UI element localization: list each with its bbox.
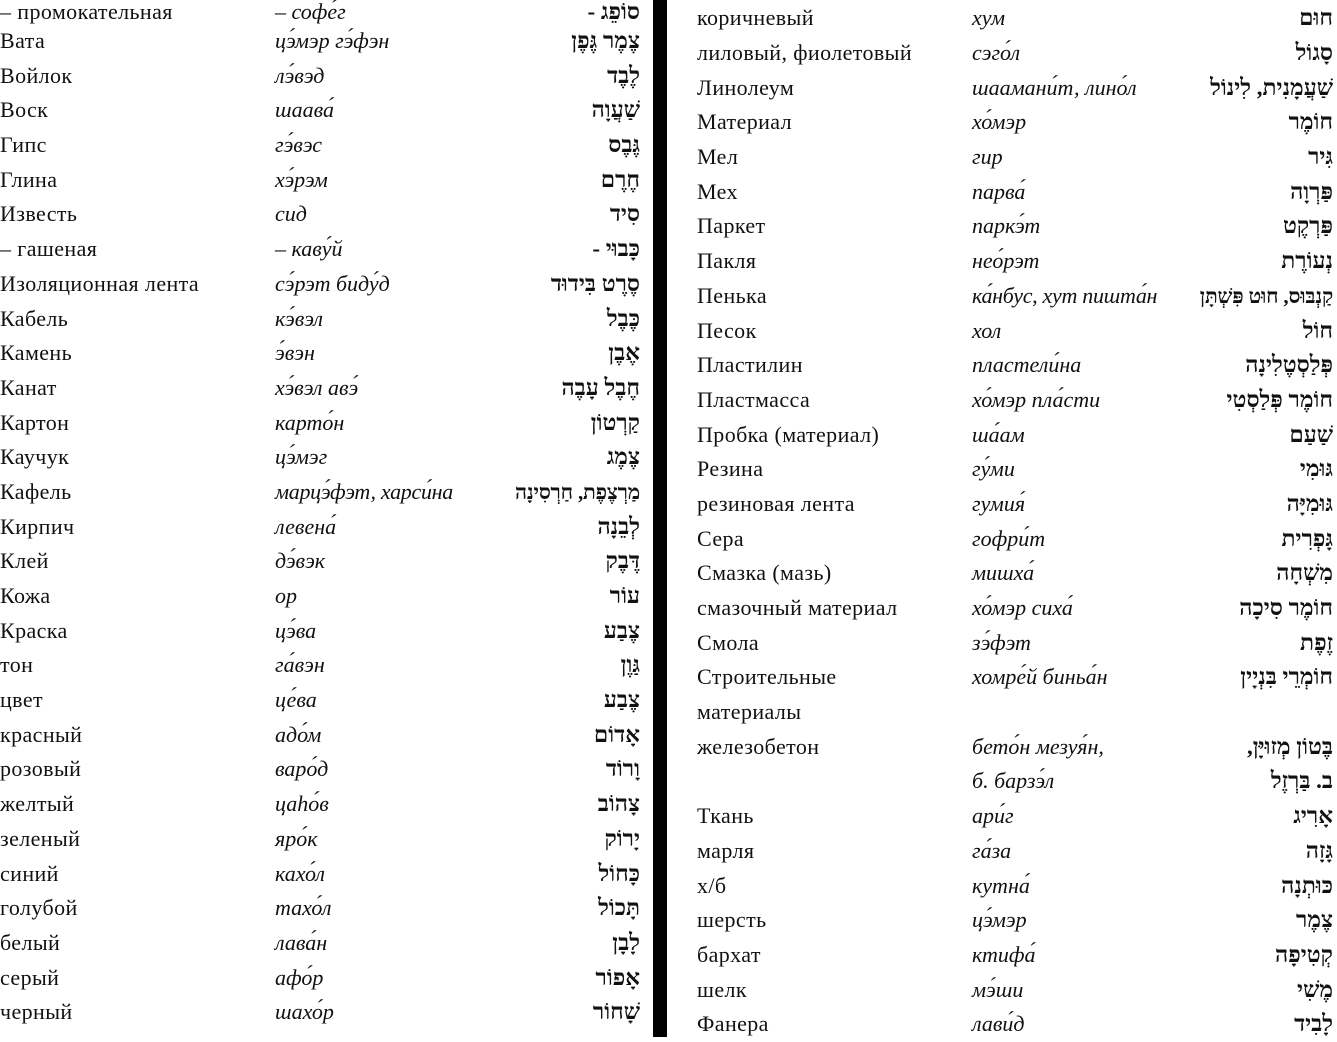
hebrew-term: צֶמֶג (606, 444, 640, 470)
hebrew-term: קַרְטוֹן (590, 409, 640, 435)
transliteration: сэ́рэт биду́д (275, 270, 390, 296)
russian-term: Камень (0, 340, 73, 366)
entry-row (0, 163, 640, 198)
transliteration: це́ва (275, 687, 317, 713)
entry-row (0, 579, 640, 614)
transliteration: хомре́й биньа́н (972, 664, 1108, 690)
hebrew-term: אָדוֹם (593, 721, 640, 747)
entry-row (0, 475, 640, 510)
russian-term: тон (0, 652, 34, 678)
hebrew-term: לְבֵנָה (597, 513, 640, 539)
entry-row (0, 440, 640, 475)
hebrew-term: עוֹר (609, 583, 640, 608)
hebrew-term: לָבִיד (1294, 1011, 1333, 1037)
transliteration: цэ́ва (275, 617, 317, 643)
column-divider (653, 0, 667, 1037)
transliteration: шахо́р (275, 999, 334, 1025)
right-column (697, 0, 1337, 1037)
entry-row (0, 683, 640, 718)
entry-row (697, 487, 1337, 522)
entry-row (697, 834, 1337, 869)
entry-row (0, 93, 640, 128)
russian-term: Гипс (0, 132, 47, 158)
transliteration: гир (972, 144, 1003, 170)
transliteration: цэ́мэг (275, 444, 328, 470)
transliteration: кэ́вэл (275, 305, 323, 331)
entry-row (0, 128, 640, 163)
hebrew-term: סֶרֶט בִּידוּד (550, 270, 640, 296)
transliteration: пластели́на (972, 352, 1082, 378)
transliteration: хол (972, 317, 1002, 343)
hebrew-term: יָרוֹק (604, 825, 640, 851)
entry-row (697, 938, 1337, 973)
hebrew-term: חוֹמֶר פְּלַסְטִי (1226, 386, 1333, 412)
hebrew-term: חֶבֶל עָבֶה (561, 374, 640, 400)
entry-row (697, 314, 1337, 349)
russian-term: шерсть (697, 907, 767, 933)
hebrew-term: חוֹמְרֵי בִּנְיָין (1240, 664, 1333, 690)
transliteration: мэ́ши (972, 976, 1024, 1002)
entry-row (697, 105, 1337, 140)
russian-term: голубой (0, 895, 78, 921)
russian-term: Паркет (697, 213, 766, 239)
transliteration: сид (275, 201, 307, 227)
entry-row (0, 406, 640, 441)
left-column (0, 0, 640, 1037)
hebrew-term: ב. בַּרְזֶל (1270, 768, 1333, 794)
transliteration: паркэ́т (972, 213, 1041, 239)
transliteration: гофри́т (972, 525, 1046, 551)
transliteration: э́вэн (275, 340, 315, 366)
entry-row (697, 660, 1337, 695)
transliteration: хо́мэр пла́сти (972, 386, 1101, 412)
russian-term: Смола (697, 629, 760, 655)
entry-row (0, 718, 640, 753)
transliteration: гумия́ (972, 490, 1026, 516)
russian-term: Материал (697, 109, 793, 135)
entry-row (697, 418, 1337, 453)
hebrew-term: גָּזָה (1305, 837, 1333, 863)
hebrew-term: סִיד (609, 201, 640, 227)
entry-row (0, 302, 640, 337)
hebrew-term: גּוּמִי (1299, 456, 1333, 482)
entry-row (697, 522, 1337, 557)
russian-term: Картон (0, 409, 70, 435)
russian-term: Пластилин (697, 352, 803, 378)
russian-term: Воск (0, 97, 49, 123)
russian-term: Кирпич (0, 513, 75, 539)
hebrew-term: שַׁעַם (1289, 421, 1333, 447)
russian-term: Линолеум (697, 74, 795, 100)
transliteration: цэ́мэр гэ́фэн (275, 28, 390, 53)
hebrew-term: שַׁעֲוָה (591, 97, 640, 123)
entry-row (0, 197, 640, 232)
transliteration: кахо́л (275, 860, 326, 886)
transliteration: ор (275, 583, 297, 608)
russian-term: Сера (697, 525, 745, 551)
transliteration: левена́ (275, 513, 337, 539)
transliteration: сэго́л (972, 40, 1021, 65)
transliteration: хо́мэр сиха́ (972, 595, 1073, 620)
transliteration: зэ́фэт (972, 629, 1031, 655)
hebrew-term: דֶּבֶק (605, 548, 640, 574)
transliteration: мишха́ (972, 560, 1035, 586)
entry-row (0, 371, 640, 406)
hebrew-term: גַּוֶן (620, 652, 640, 678)
hebrew-term: חוֹל (1302, 317, 1333, 343)
hebrew-term: תָּכוֹל (598, 895, 640, 921)
transliteration: лава́н (275, 929, 328, 955)
russian-term: Краска (0, 617, 68, 643)
russian-term: смазочный материал (697, 595, 898, 620)
transliteration: – каву́й (275, 236, 343, 262)
hebrew-term: וָרוֹד (605, 756, 640, 782)
entry-row (697, 209, 1337, 244)
transliteration: тахо́л (275, 895, 332, 921)
hebrew-term: גָּפְרִית (1281, 525, 1333, 551)
hebrew-term: כּוּתְנָה (1281, 872, 1333, 898)
russian-term: Мех (697, 178, 738, 204)
russian-term: Изоляционная лента (0, 270, 200, 296)
hebrew-term: קְטִיפָה (1275, 941, 1333, 967)
russian-term: – гашеная (0, 236, 98, 262)
entry-row (0, 891, 640, 926)
entry-row (0, 857, 640, 892)
russian-term: Вата (0, 28, 46, 53)
transliteration: ктифа́ (972, 941, 1036, 967)
transliteration: га́за (972, 837, 1012, 863)
hebrew-term: פַּרְקֶט (1282, 213, 1333, 239)
russian-term: Пробка (материал) (697, 421, 880, 447)
russian-term: Пластмасса (697, 386, 811, 412)
transliteration: – софе́г (275, 0, 346, 24)
transliteration: кутна́ (972, 872, 1030, 898)
entry-row (0, 926, 640, 961)
hebrew-term: גֶּבֶס (608, 132, 640, 158)
russian-term: бархат (697, 941, 761, 967)
russian-term: материалы (697, 699, 802, 725)
russian-term: Каучук (0, 444, 70, 470)
russian-term: коричневый (697, 5, 814, 30)
hebrew-term: צֶמֶר (1296, 907, 1333, 933)
hebrew-term: מִשְׁחָה (1276, 560, 1333, 586)
entry-row (0, 995, 640, 1030)
transliteration: хум (972, 5, 1006, 30)
russian-term: серый (0, 964, 60, 990)
hebrew-term: צֶמֶר גֶּפֶן (571, 28, 640, 53)
hebrew-term: אֶבֶן (608, 340, 640, 366)
hebrew-term: כָּחוֹל (598, 860, 640, 886)
entry-row (0, 787, 640, 822)
transliteration: шаава́ (275, 97, 335, 123)
transliteration: афо́р (275, 964, 324, 990)
entry-row (697, 71, 1337, 106)
entry-row (0, 510, 640, 545)
transliteration: га́вэн (275, 652, 325, 678)
transliteration: б. барзэ́л (972, 768, 1055, 794)
russian-term: Кожа (0, 583, 51, 608)
russian-term: синий (0, 860, 59, 886)
entry-row (697, 556, 1337, 591)
entry-row (0, 232, 640, 267)
entry-row (697, 175, 1337, 210)
entry-row (697, 0, 1337, 36)
transliteration: гэ́вэс (275, 132, 323, 158)
hebrew-term: חוֹמֶר (1288, 109, 1333, 135)
hebrew-term: חוּם (1299, 5, 1333, 30)
russian-term: Канат (0, 374, 57, 400)
entry-row (697, 764, 1337, 799)
russian-term: Глина (0, 166, 58, 192)
transliteration: хэ́вэл авэ́ (275, 374, 359, 400)
hebrew-term: סָגוֹל (1295, 40, 1333, 65)
entry-row (697, 36, 1337, 71)
hebrew-term: גִּיר (1308, 144, 1333, 170)
hebrew-term: כֶּבֶל (606, 305, 640, 331)
russian-term: Резина (697, 456, 764, 482)
entry-row (697, 140, 1337, 175)
transliteration: лави́д (972, 1011, 1025, 1037)
hebrew-term: אָרִיג (1293, 803, 1333, 829)
russian-term: Известь (0, 201, 78, 227)
hebrew-term: חוֹמֶר סִיכָה (1239, 595, 1333, 620)
russian-term: черный (0, 999, 73, 1025)
russian-term: железобетон (697, 733, 820, 759)
hebrew-term: סוֹפֵג - (587, 0, 640, 24)
entry-row (697, 244, 1337, 279)
russian-term: Кабель (0, 305, 69, 331)
hebrew-term: חֶרֶם (600, 166, 640, 192)
entry-row (0, 544, 640, 579)
hebrew-term: פְּלַסְטֶלִינָה (1245, 352, 1333, 378)
russian-term: Смазка (мазь) (697, 560, 832, 586)
hebrew-term: בֶּטוֹן מְזוּיָּן, (1246, 733, 1333, 759)
hebrew-term: שָׁחוֹר (592, 999, 640, 1025)
entry-row (0, 267, 640, 302)
entry-row (697, 695, 1337, 730)
transliteration: яро́к (275, 825, 318, 851)
russian-term: Кафель (0, 478, 72, 504)
transliteration: ка́нбус, хут пишта́н (972, 282, 1158, 308)
entry-row (697, 383, 1337, 418)
entry-row (0, 648, 640, 683)
entry-row (0, 24, 640, 59)
russian-term: Строительные (697, 664, 837, 690)
russian-term: – промокательная (0, 0, 173, 24)
entry-row (0, 336, 640, 371)
hebrew-term: לָבָן (612, 929, 640, 955)
entry-row (697, 903, 1337, 938)
entry-row (697, 452, 1337, 487)
entry-row (697, 591, 1337, 626)
transliteration: парва́ (972, 178, 1026, 204)
entry-row (0, 822, 640, 857)
hebrew-term: אָפוֹר (595, 964, 640, 990)
hebrew-term: גּוּמִיָּה (1286, 490, 1333, 516)
hebrew-term: כָּבוּי - (592, 236, 640, 262)
russian-term: зеленый (0, 825, 81, 851)
russian-term: Войлок (0, 62, 73, 88)
russian-term: желтый (0, 791, 75, 817)
russian-term: белый (0, 929, 61, 955)
hebrew-term: לֶבֶד (607, 62, 640, 88)
russian-term: розовый (0, 756, 82, 782)
hebrew-term: פַּרְוָה (1290, 178, 1333, 204)
hebrew-term: צֶבַע (603, 687, 640, 713)
transliteration: дэ́вэк (275, 548, 326, 574)
entry-row (697, 869, 1337, 904)
transliteration: марцэ́фэт, харси́на (275, 478, 453, 504)
russian-term: Песок (697, 317, 757, 343)
transliteration: ша́ам (972, 421, 1025, 447)
russian-term: Клей (0, 548, 49, 574)
russian-term: красный (0, 721, 83, 747)
hebrew-term: מֶשִׁי (1297, 976, 1333, 1002)
entry-row (0, 614, 640, 649)
entry-row (697, 626, 1337, 661)
hebrew-term: מַרְצֶפֶת, חַרְסִינָה (515, 479, 640, 504)
transliteration: шаамани́т, лино́л (972, 74, 1137, 100)
transliteration: карто́н (275, 409, 345, 435)
russian-term: цвет (0, 687, 44, 713)
russian-term: резиновая лента (697, 490, 855, 516)
entry-row (0, 961, 640, 996)
russian-term: Ткань (697, 803, 754, 829)
hebrew-term: נְעוֹרֶת (1281, 248, 1333, 274)
transliteration: гу́ми (972, 456, 1015, 482)
russian-term: марля (697, 837, 755, 863)
russian-term: лиловый, фиолетовый (697, 40, 913, 65)
transliteration: ари́г (972, 803, 1014, 829)
transliteration: варо́д (275, 756, 329, 782)
transliteration: адо́м (275, 721, 322, 747)
entry-row (697, 973, 1337, 1008)
transliteration: лэ́вэд (275, 62, 325, 88)
russian-term: Мел (697, 144, 739, 170)
hebrew-term: זֶפֶת (1300, 629, 1333, 655)
transliteration: нео́рэт (972, 248, 1040, 274)
entry-row (0, 752, 640, 787)
russian-term: Фанера (697, 1011, 769, 1037)
russian-term: Пакля (697, 248, 757, 274)
hebrew-term: צֶבַע (603, 617, 640, 643)
entry-row (697, 279, 1337, 314)
entry-row (697, 348, 1337, 383)
transliteration: бето́н мезуя́н, (972, 733, 1104, 759)
russian-term: шелк (697, 976, 747, 1002)
entry-row (697, 730, 1337, 765)
entry-row (0, 59, 640, 94)
entry-row (0, 0, 640, 24)
hebrew-term: קַנְבּוּס, חוּט פִּשְׁתָּן (1199, 283, 1333, 308)
hebrew-term: שַׁעֲמָנִית, לִינוֹל (1210, 74, 1333, 100)
transliteration: хэ́рэм (275, 166, 328, 192)
russian-term: Пенька (697, 282, 767, 308)
russian-term: х/б (697, 872, 727, 898)
transliteration: хо́мэр (972, 109, 1027, 135)
transliteration: цаhо́в (275, 791, 329, 817)
transliteration: цэ́мэр (972, 907, 1027, 933)
entry-row (697, 799, 1337, 834)
hebrew-term: צָהוֹב (597, 791, 640, 817)
